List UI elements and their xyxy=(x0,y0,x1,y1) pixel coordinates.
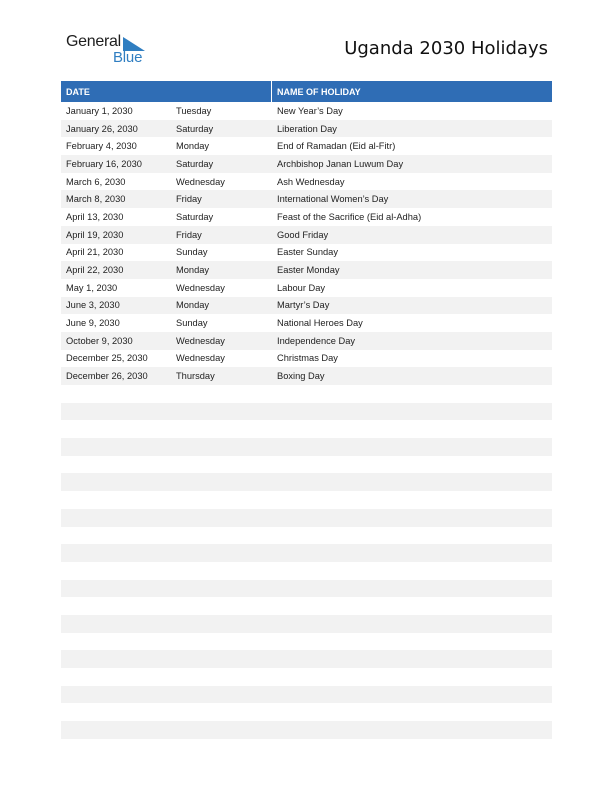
table-row xyxy=(61,297,552,315)
table-row xyxy=(61,544,552,562)
holiday-date: April 21, 2030 xyxy=(66,247,124,258)
table-row xyxy=(61,686,552,704)
page-title: Uganda 2030 Holidays xyxy=(344,38,548,59)
table-row xyxy=(61,633,552,651)
header-separator xyxy=(271,81,272,102)
holiday-weekday: Friday xyxy=(176,194,202,205)
holiday-date: January 1, 2030 xyxy=(66,105,133,116)
holiday-name: Ash Wednesday xyxy=(277,176,345,187)
table-row xyxy=(61,668,552,686)
table-row xyxy=(61,314,552,332)
table-body xyxy=(61,102,552,739)
holiday-date: April 19, 2030 xyxy=(66,229,124,240)
table-row xyxy=(61,102,552,120)
table-row xyxy=(61,721,552,739)
holiday-name: National Heroes Day xyxy=(277,318,363,329)
holiday-name: Independence Day xyxy=(277,335,356,346)
holiday-weekday: Wednesday xyxy=(176,282,225,293)
table-row xyxy=(61,155,552,173)
header-date: DATE xyxy=(66,86,90,97)
holiday-weekday: Saturday xyxy=(176,158,214,169)
table-row xyxy=(61,597,552,615)
table-row xyxy=(61,173,552,191)
holiday-weekday: Wednesday xyxy=(176,353,225,364)
table-row xyxy=(61,438,552,456)
table-header xyxy=(61,81,552,102)
holiday-name: Easter Sunday xyxy=(277,247,338,258)
table-row xyxy=(61,190,552,208)
table-row xyxy=(61,491,552,509)
table-row xyxy=(61,137,552,155)
holiday-weekday: Wednesday xyxy=(176,176,225,187)
holiday-date: April 22, 2030 xyxy=(66,265,124,276)
holiday-date: October 9, 2030 xyxy=(66,335,133,346)
table-row xyxy=(61,279,552,297)
logo-text-blue: Blue xyxy=(113,49,143,66)
holiday-name: Liberation Day xyxy=(277,123,337,134)
table-row xyxy=(61,650,552,668)
holiday-date: June 9, 2030 xyxy=(66,318,120,329)
table-row xyxy=(61,367,552,385)
table-row xyxy=(61,350,552,368)
holiday-table xyxy=(61,81,552,739)
holiday-date: January 26, 2030 xyxy=(66,123,138,134)
holiday-weekday: Tuesday xyxy=(176,105,212,116)
holiday-name: End of Ramadan (Eid al-Fitr) xyxy=(277,141,396,152)
holiday-weekday: Sunday xyxy=(176,318,208,329)
holiday-name: Martyr’s Day xyxy=(277,300,330,311)
holiday-date: April 13, 2030 xyxy=(66,211,124,222)
holiday-weekday: Thursday xyxy=(176,371,215,382)
table-row xyxy=(61,615,552,633)
holiday-date: June 3, 2030 xyxy=(66,300,120,311)
holiday-name: International Women’s Day xyxy=(277,194,389,205)
holiday-date: December 25, 2030 xyxy=(66,353,148,364)
holiday-date: March 8, 2030 xyxy=(66,194,126,205)
table-row xyxy=(61,703,552,721)
table-row xyxy=(61,473,552,491)
holiday-weekday: Monday xyxy=(176,265,210,276)
table-row xyxy=(61,580,552,598)
logo-text-general: General xyxy=(66,33,121,50)
table-row xyxy=(61,332,552,350)
table-row xyxy=(61,385,552,403)
holiday-name: Boxing Day xyxy=(277,371,325,382)
holiday-name: Archbishop Janan Luwum Day xyxy=(277,158,404,169)
holiday-weekday: Sunday xyxy=(176,247,208,258)
holiday-name: Labour Day xyxy=(277,282,326,293)
table-row xyxy=(61,509,552,527)
holiday-weekday: Wednesday xyxy=(176,335,225,346)
holiday-weekday: Saturday xyxy=(176,211,214,222)
table-row xyxy=(61,527,552,545)
holiday-weekday: Saturday xyxy=(176,123,214,134)
table-row xyxy=(61,208,552,226)
holiday-name: New Year’s Day xyxy=(277,105,343,116)
holiday-name: Christmas Day xyxy=(277,353,338,364)
table-row xyxy=(61,261,552,279)
table-row xyxy=(61,244,552,262)
table-row xyxy=(61,403,552,421)
holiday-name: Easter Monday xyxy=(277,265,340,276)
holiday-weekday: Monday xyxy=(176,141,210,152)
table-row xyxy=(61,420,552,438)
generalblue-logo xyxy=(66,33,156,69)
holiday-name: Feast of the Sacrifice (Eid al-Adha) xyxy=(277,211,422,222)
holiday-date: March 6, 2030 xyxy=(66,176,126,187)
header-holiday-name: NAME OF HOLIDAY xyxy=(277,86,361,97)
holiday-date: May 1, 2030 xyxy=(66,282,118,293)
holiday-date: December 26, 2030 xyxy=(66,371,148,382)
holiday-name: Good Friday xyxy=(277,229,329,240)
table-row xyxy=(61,562,552,580)
holiday-date: February 4, 2030 xyxy=(66,141,137,152)
table-row xyxy=(61,226,552,244)
table-row xyxy=(61,120,552,138)
holiday-weekday: Monday xyxy=(176,300,210,311)
table-row xyxy=(61,456,552,474)
holiday-weekday: Friday xyxy=(176,229,202,240)
holiday-date: February 16, 2030 xyxy=(66,158,142,169)
